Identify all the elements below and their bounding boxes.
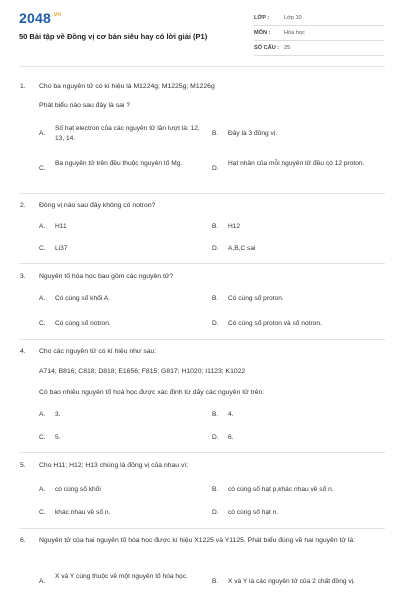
option-text: A,B,C sai — [228, 245, 256, 252]
meta-panel — [254, 11, 384, 56]
header-divider — [19, 66, 385, 67]
option-letter: C. — [39, 434, 46, 441]
question-text: Nguyên tử của hai nguyên tố hóa học được kí hiệu X1225 và Y1125. Phát biểu đúng về hai nguyên tử là: — [39, 537, 356, 544]
option-letter: B. — [212, 578, 219, 585]
meta-value: Hóa học — [284, 30, 305, 36]
question-number: 1. — [20, 83, 26, 90]
meta-label: MÔN : — [254, 30, 271, 36]
option-text: Li37 — [55, 245, 68, 252]
meta-row-class — [254, 11, 384, 26]
option-letter: C. — [39, 245, 46, 252]
question-text: Cho H11; H12; H13 chúng là đồng vị của nhau vì: — [39, 462, 189, 469]
option-letter: A. — [39, 486, 46, 493]
option-text: X và Y cùng thuộc về một nguyên tố hóa học. — [55, 573, 188, 580]
question-number: 3. — [20, 273, 26, 280]
site-logo[interactable] — [19, 10, 61, 26]
option-text: Có cùng số proton và số notron. — [228, 320, 322, 327]
question-number: 4. — [20, 348, 26, 355]
option-letter: C. — [39, 509, 46, 516]
question-text: Nguyên tố hóa học bao gồm các nguyên tử? — [39, 273, 174, 280]
question-divider — [19, 528, 385, 529]
question-note: Phát biểu nào sau đây là sai ? — [39, 102, 131, 109]
option-letter: C. — [39, 320, 46, 327]
option-letter: A. — [39, 411, 46, 418]
option-text: Số hạt electron của các nguyên tử lần lượt là: 12, 13, 14. — [55, 125, 200, 142]
meta-label: LỚP : — [254, 15, 270, 21]
option-letter: B. — [212, 295, 219, 302]
question-text: Cho các nguyên tử có kí hiệu như sau: — [39, 348, 157, 355]
option-letter: A. — [39, 223, 46, 230]
option-text: Có cùng số khối A. — [55, 295, 110, 302]
meta-value: 25 — [284, 45, 291, 51]
question-number: 6. — [20, 537, 26, 544]
meta-label: SỐ CÂU : — [254, 45, 280, 51]
meta-row-count — [254, 41, 384, 56]
option-text: khác nhau về số n. — [55, 509, 111, 516]
option-text: Hạt nhân của mỗi nguyên tử đều có 12 proton. — [228, 160, 365, 167]
option-text: 3. — [55, 411, 61, 418]
option-letter: A. — [39, 295, 46, 302]
question-divider — [19, 339, 385, 340]
option-text: X và Y là các nguyên tử của 2 chất đồng vị. — [228, 578, 355, 585]
document-title: 50 Bài tập về Đồng vị cơ bản siêu hay có lời giải (P1) — [19, 32, 208, 41]
question-prompt: Có bao nhiêu nguyên tố hoá học được xác định từ dãy các nguyên tử trên: — [39, 389, 265, 396]
option-text: Có cùng số notron. — [55, 320, 111, 327]
question-number: 5. — [20, 462, 26, 469]
option-letter: A. — [39, 130, 46, 137]
option-letter: C. — [39, 165, 46, 172]
question-number: 2. — [20, 202, 26, 209]
option-text: H11 — [55, 223, 67, 230]
option-text: có cùng số hạt n. — [228, 509, 279, 516]
option-text: có cùng số khối — [55, 486, 101, 493]
logo-text: 2048 — [19, 10, 51, 26]
option-text: Ba nguyên tử trên đều thuộc nguyên tố Mg. — [55, 160, 183, 167]
option-letter: D. — [212, 509, 219, 516]
question-text: Cho ba nguyên tử có kí hiệu là M1224g; M1225g; M1226g — [39, 83, 215, 90]
option-letter: B. — [212, 486, 219, 493]
option-letter: B. — [212, 223, 219, 230]
question-divider — [19, 263, 385, 264]
question-text: Đồng vị nào sau đây không có notron? — [39, 202, 156, 209]
option-text: H12 — [228, 223, 241, 230]
question-divider — [19, 193, 385, 194]
option-text: Có cùng số proton. — [228, 295, 284, 302]
meta-row-subject — [254, 26, 384, 41]
header — [0, 0, 400, 70]
question-isotope-list: A714; B816; C818; D818; E1656; F815; G817; H1020; I1123; K1022 — [39, 368, 246, 375]
option-letter: A. — [39, 578, 46, 585]
logo-suffix: .vn — [51, 12, 62, 18]
option-letter: D. — [212, 320, 219, 327]
option-letter: D. — [212, 434, 219, 441]
option-text: 6. — [228, 434, 234, 441]
question-divider — [19, 452, 385, 453]
option-text: Đây là 3 đồng vị. — [228, 130, 278, 137]
option-letter: D. — [212, 165, 219, 172]
option-letter: B. — [212, 130, 219, 137]
option-text: 4. — [228, 411, 234, 418]
option-text: có cùng số hạt p,khác nhau về số n. — [228, 486, 334, 493]
option-letter: B. — [212, 411, 219, 418]
option-letter: D. — [212, 245, 219, 252]
meta-value: Lớp 10 — [284, 15, 302, 21]
option-text: 5. — [55, 434, 61, 441]
